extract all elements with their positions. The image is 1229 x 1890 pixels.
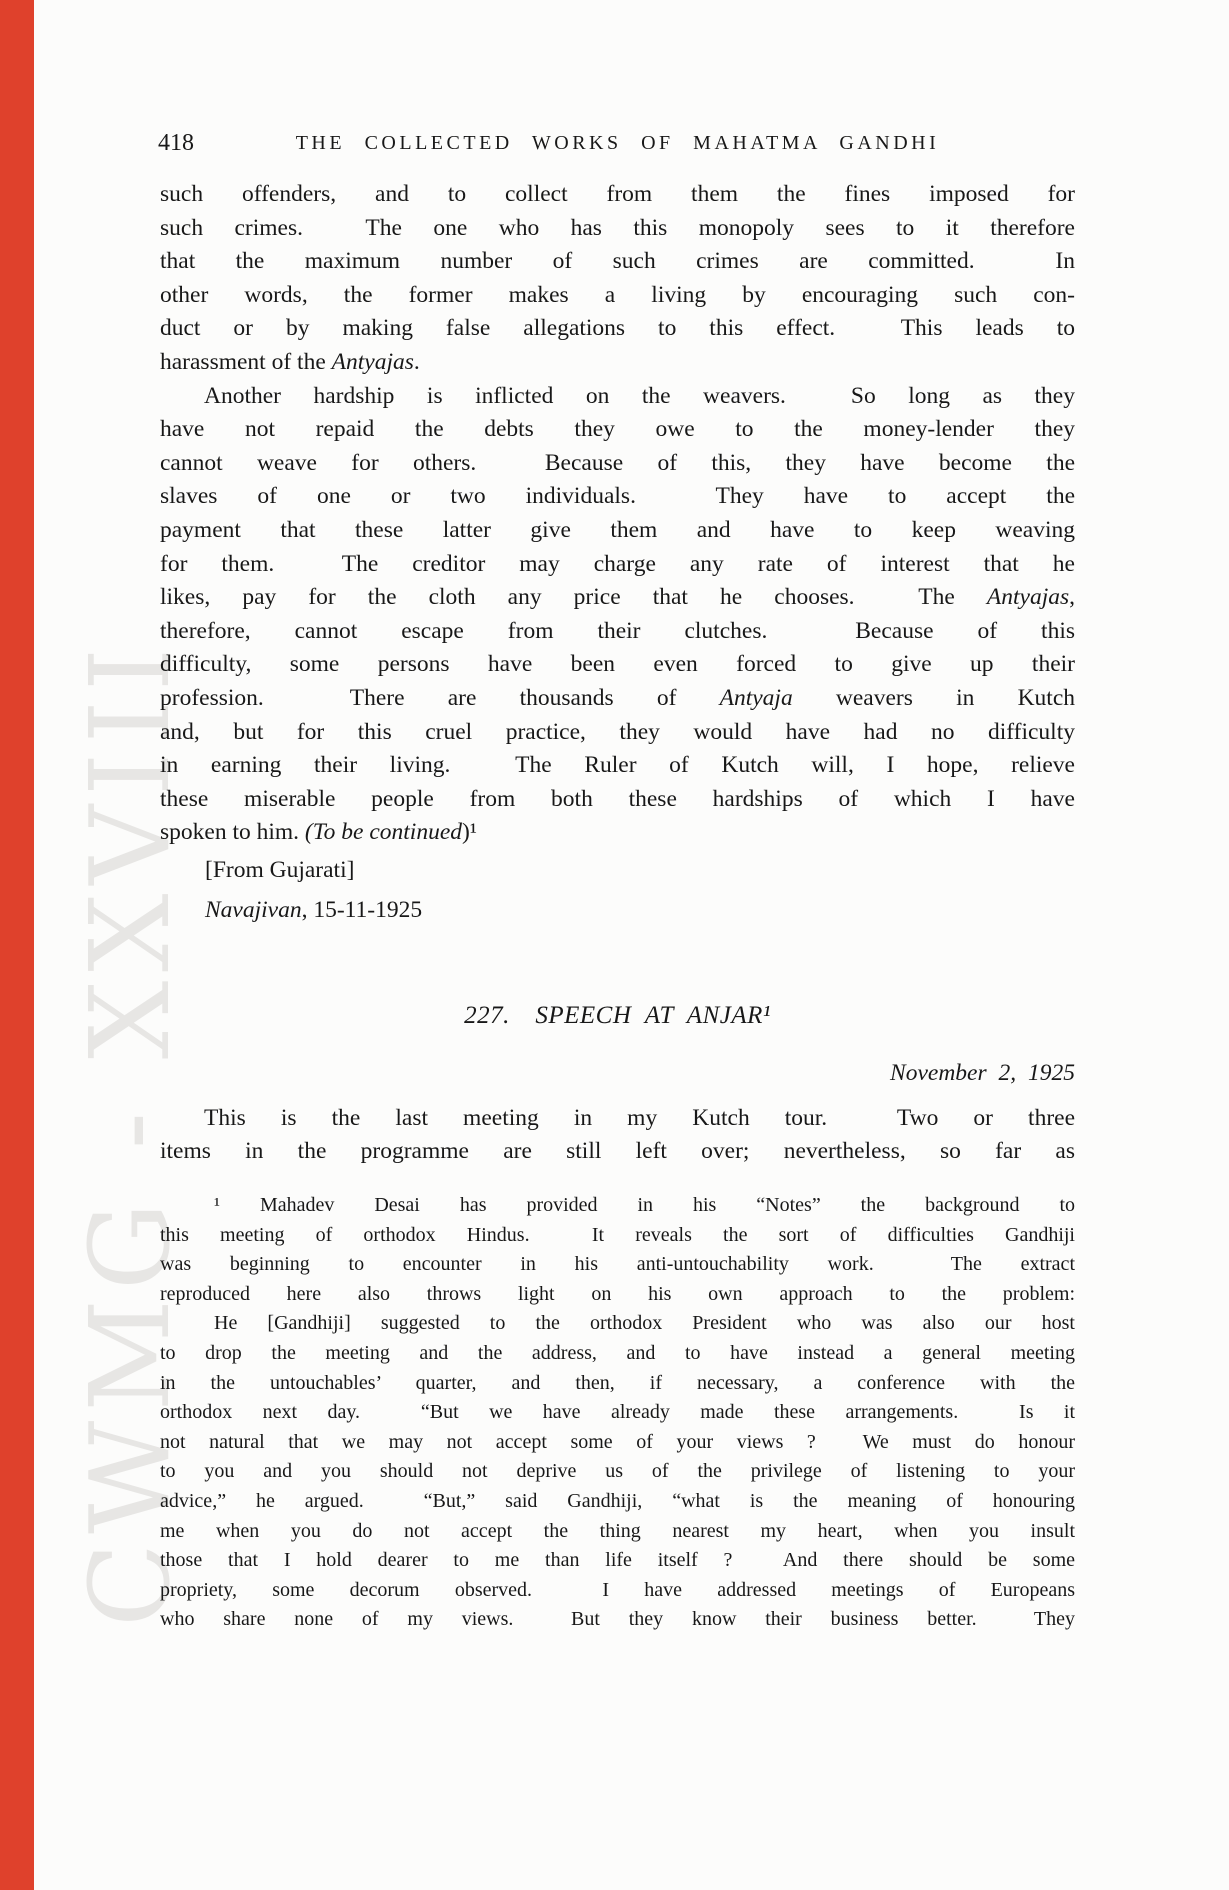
text-segment: items in the programme are still left over; nevertheless, so far as [160, 1138, 1075, 1165]
running-header [160, 128, 1075, 158]
italic-text: Antyaja [719, 684, 793, 711]
text-segment: was beginning to encounter in his anti-untouchability work. The extract [160, 1253, 1075, 1276]
text-segment: to you and you should not deprive us of the privilege of listening to your [160, 1460, 1075, 1483]
text-segment: for them. The creditor may charge any rate of interest that he [160, 550, 1075, 577]
text-segment: who share none of my views. But they know their business better. They [160, 1608, 1075, 1631]
text-line [160, 1369, 1075, 1399]
text-segment: have not repaid the debts they owe to the money-lender they [160, 416, 1075, 443]
text-segment: This is the last meeting in my Kutch tour. Two or three [204, 1104, 1075, 1131]
text-segment: cannot weave for others. Because of this, they have become the [160, 449, 1075, 476]
text-line [160, 1339, 1075, 1369]
text-line [160, 1487, 1075, 1517]
italic-text: Antyajas [986, 584, 1070, 611]
page-content [160, 128, 1075, 1635]
text-segment: , 15-11-1925 [301, 896, 423, 923]
text-line [160, 648, 1075, 682]
text-line [160, 783, 1075, 817]
running-title: THE COLLECTED WORKS OF MAHATMA GANDHI [295, 132, 940, 154]
text-segment: spoken to him. [160, 819, 305, 846]
text-line [160, 1135, 1075, 1169]
text-segment: ¹ Mahadev Desai has provided in his “Notes” the background to [214, 1194, 1075, 1217]
text-segment: other words, the former makes a living by encouraging such con- [160, 281, 1075, 308]
source-citation [160, 850, 1075, 930]
text-segment: slaves of one or two individuals. They have to accept the [160, 483, 1075, 510]
text-segment: propriety, some decorum observed. I have addressed meetings of Europeans [160, 1578, 1075, 1601]
text-line [160, 212, 1075, 246]
text-segment: . [413, 348, 420, 375]
text-segment: me when you do not accept the thing nearest my heart, when you insult [160, 1519, 1075, 1542]
text-segment: likes, pay for the cloth any price that he chooses. The [160, 584, 987, 611]
paragraph-weavers [160, 380, 1075, 850]
text-line [160, 1546, 1075, 1576]
text-segment: such crimes. The one who has this monopoly sees to it therefore [160, 214, 1075, 241]
text-line [160, 850, 1075, 890]
text-line [160, 413, 1075, 447]
text-segment: payment that these latter give them and have to keep weaving [160, 516, 1075, 543]
text-line [160, 346, 1075, 380]
text-segment: weavers in Kutch [792, 684, 1075, 711]
text-line [160, 749, 1075, 783]
text-segment: profession. There are thousands of [160, 684, 720, 711]
text-segment: [From Gujarati] [205, 856, 355, 883]
text-line [160, 1309, 1075, 1339]
text-line [160, 682, 1075, 716]
article-heading: 227. SPEECH AT ANJAR¹ [464, 1001, 771, 1029]
text-segment: )¹ [462, 819, 477, 846]
text-line [160, 1576, 1075, 1606]
page-number: 418 [158, 130, 194, 156]
text-segment: Another hardship is inflicted on the weavers. So long as they [204, 382, 1075, 409]
paragraph-offenders [160, 178, 1075, 380]
italic-text: Antyajas [331, 348, 414, 375]
paragraph-speech-opening [160, 1102, 1075, 1169]
text-segment: difficulty, some persons have been even forced to give up their [160, 651, 1075, 678]
text-segment: in earning their living. The Ruler of Kutch will, I hope, relieve [160, 752, 1075, 779]
text-line [160, 615, 1075, 649]
text-segment: duct or by making false allegations to this effect. This leads to [160, 315, 1075, 342]
text-line [160, 1605, 1075, 1635]
text-line [160, 1250, 1075, 1280]
text-segment: reproduced here also throws light on his own approach to the problem: [160, 1282, 1075, 1305]
text-line [160, 447, 1075, 481]
text-line [160, 1398, 1075, 1428]
text-segment: these miserable people from both these hardships of which I have [160, 785, 1075, 812]
text-segment: to drop the meeting and the address, and to have instead a general meeting [160, 1342, 1075, 1365]
text-segment: , [1069, 584, 1075, 611]
text-segment: therefore, cannot escape from their clutches. Because of this [160, 617, 1075, 644]
text-line [160, 514, 1075, 548]
text-segment: orthodox next day. “But we have already made these arrangements. Is it [160, 1401, 1075, 1424]
text-segment: advice,” he argued. “But,” said Gandhiji, “what is the meaning of honouring [160, 1490, 1075, 1512]
text-line [160, 480, 1075, 514]
text-line [160, 245, 1075, 279]
italic-text: Navajivan [205, 896, 302, 923]
text-line [160, 716, 1075, 750]
text-line [160, 816, 1075, 850]
text-segment: He [Gandhiji] suggested to the orthodox President who was also our host [214, 1312, 1075, 1335]
text-segment: those that I hold dearer to me than life itself ? And there should be some [160, 1549, 1075, 1572]
text-segment: in the untouchables’ quarter, and then, if necessary, a conference with the [160, 1371, 1075, 1394]
text-segment: such offenders, and to collect from them the fines imposed for [160, 181, 1075, 207]
text-line [160, 1280, 1075, 1310]
text-line [160, 380, 1075, 414]
text-segment: not natural that we may not accept some of your views ? We must do honour [160, 1430, 1075, 1453]
footnote-block [160, 1191, 1075, 1635]
text-line [160, 178, 1075, 212]
text-segment: and, but for this cruel practice, they would have had no difficulty [160, 718, 1075, 745]
text-line [160, 1517, 1075, 1547]
article-dateline: November 2, 1925 [890, 1059, 1075, 1086]
text-line [160, 1221, 1075, 1251]
text-line [160, 890, 1075, 930]
text-line [160, 1428, 1075, 1458]
scan-edge-red-stripe [0, 0, 34, 1890]
text-line [160, 279, 1075, 313]
text-segment: that the maximum number of such crimes are committed. In [160, 248, 1075, 275]
text-line [160, 548, 1075, 582]
italic-text: (To be continued [304, 819, 463, 846]
text-line [160, 581, 1075, 615]
text-line [160, 1102, 1075, 1136]
text-line [160, 312, 1075, 346]
text-line [160, 1191, 1075, 1221]
text-line [160, 1457, 1075, 1487]
text-segment: harassment of the [160, 348, 332, 375]
text-segment: this meeting of orthodox Hindus. It reveals the sort of difficulties Gandhiji [160, 1223, 1075, 1246]
volume-watermark: CWMG - XXVIII [66, 638, 194, 1627]
